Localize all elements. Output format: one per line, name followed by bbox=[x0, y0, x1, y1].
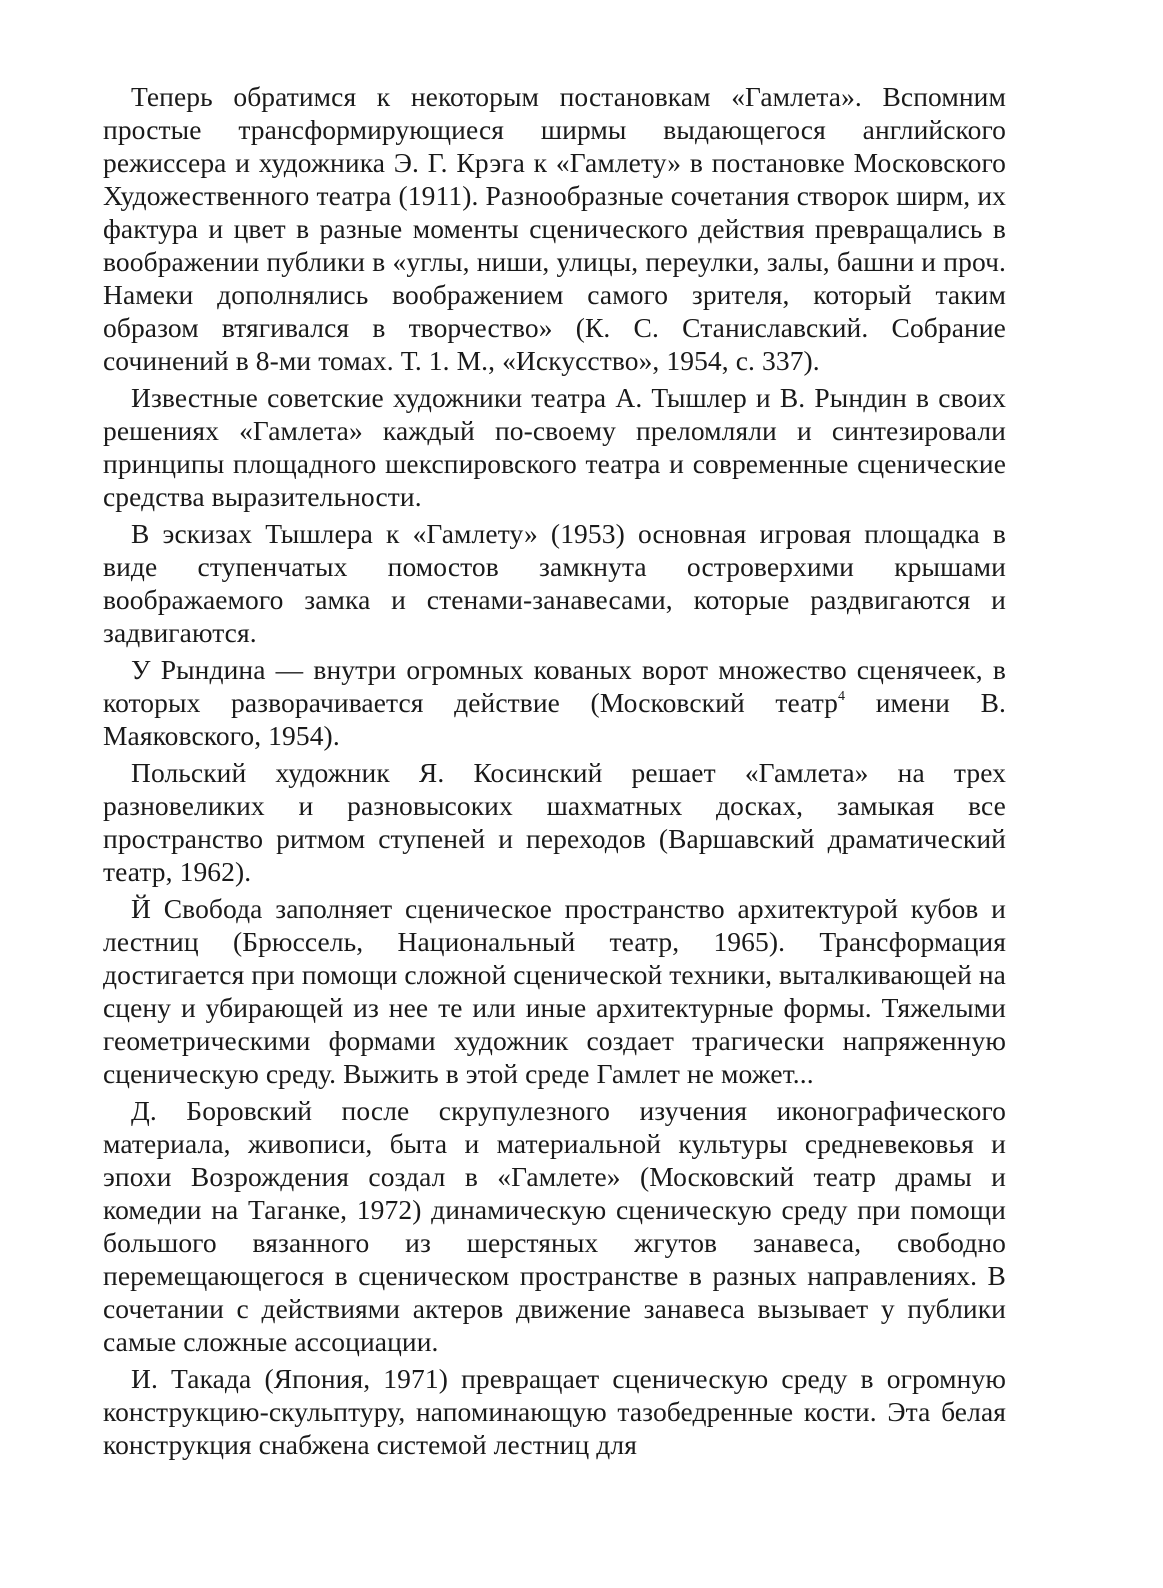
paragraph-svoboda: Й Свобода заполняет сценическое пространство архитектурой кубов и лестниц (Брюссель, Национальный театр, 1965). Трансформация достигается при помощи сложной сценической техники, выталкивающей на сцену и убирающей из нее те или иные архитектурные формы. Тяжелыми геометрическими формами художник создает трагически напряженную сценическую среду. Выжить в этой среде Гамлет не может... bbox=[103, 893, 1006, 1089]
paragraph-ryndin bbox=[103, 653, 1006, 752]
paragraph-borovsky: Д. Боровский после скрупулезного изучения иконографического материала, живописи, быта и материальной культуры средневековья и эпохи Возрождения создал в «Гамлете» (Московский театр драмы и комедии на Таганке, 1972) динамическую сценическую среду при помощи большого вязанного из шерстяных жгутов занавеса, свободно перемещающегося в сценическом пространстве в разных направлениях. В сочетании с действиями актеров движение занавеса вызывает у публики самые сложные ассоциации. bbox=[103, 1095, 1006, 1357]
document-page bbox=[103, 80, 1006, 1461]
paragraph-takada: И. Такада (Япония, 1971) превращает сценическую среду в огромную конструкцию-скульптуру, напоминающую тазобедренные кости. Эта белая конструкция снабжена системой лестниц для bbox=[103, 1363, 1006, 1460]
paragraph-tyshler: В эскизах Тышлера к «Гамлету» (1953) основная игровая площадка в виде ступенчатых помостов замкнута островерхими крышами воображаемого замка и стенами-занавесами, которые раздвигаются и задвигаются. bbox=[103, 518, 1006, 648]
paragraph-craig-hamlet: Теперь обратимся к некоторым постановкам «Гамлета». Вспомним простые трансформирующиеся ширмы выдающегося английского режиссера и художника Э. Г. Крэга к «Гамлету» в постановке Московского Художественного театра (1911). Разнообразные сочетания створок ширм, их фактура и цвет в разные моменты сценического действия превращались в воображении публики в «углы, ниши, улицы, переулки, залы, башни и проч. Намеки дополнялись воображением самого зрителя, который таким образом втягивался в творчество» (К. С. Станиславский. Собрание сочинений в 8-ми томах. Т. 1. М., «Искусство», 1954, с. 337). bbox=[103, 81, 1006, 376]
paragraph-ryndin-text-after: имени В. Маяковского, 1954). bbox=[103, 687, 1006, 751]
paragraph-kosinski: Польский художник Я. Косинский решает «Гамлета» на трех разновеликих и разновысоких шахматных досках, замыкая все пространство ритмом ступеней и переходов (Варшавский драматический театр, 1962). bbox=[103, 757, 1006, 887]
footnote-marker: 4 bbox=[838, 689, 846, 704]
paragraph-soviet-artists: Известные советские художники театра А. Тышлер и В. Рындин в своих решениях «Гамлета» каждый по-своему преломляли и синтезировали принципы площадного шекспировского театра и современные сценические средства выразительности. bbox=[103, 382, 1006, 512]
paragraph-ryndin-text-before: У Рындина — внутри огромных кованых ворот множество сценячеек, в которых разворачивается действие (Московский театр bbox=[103, 654, 1006, 718]
